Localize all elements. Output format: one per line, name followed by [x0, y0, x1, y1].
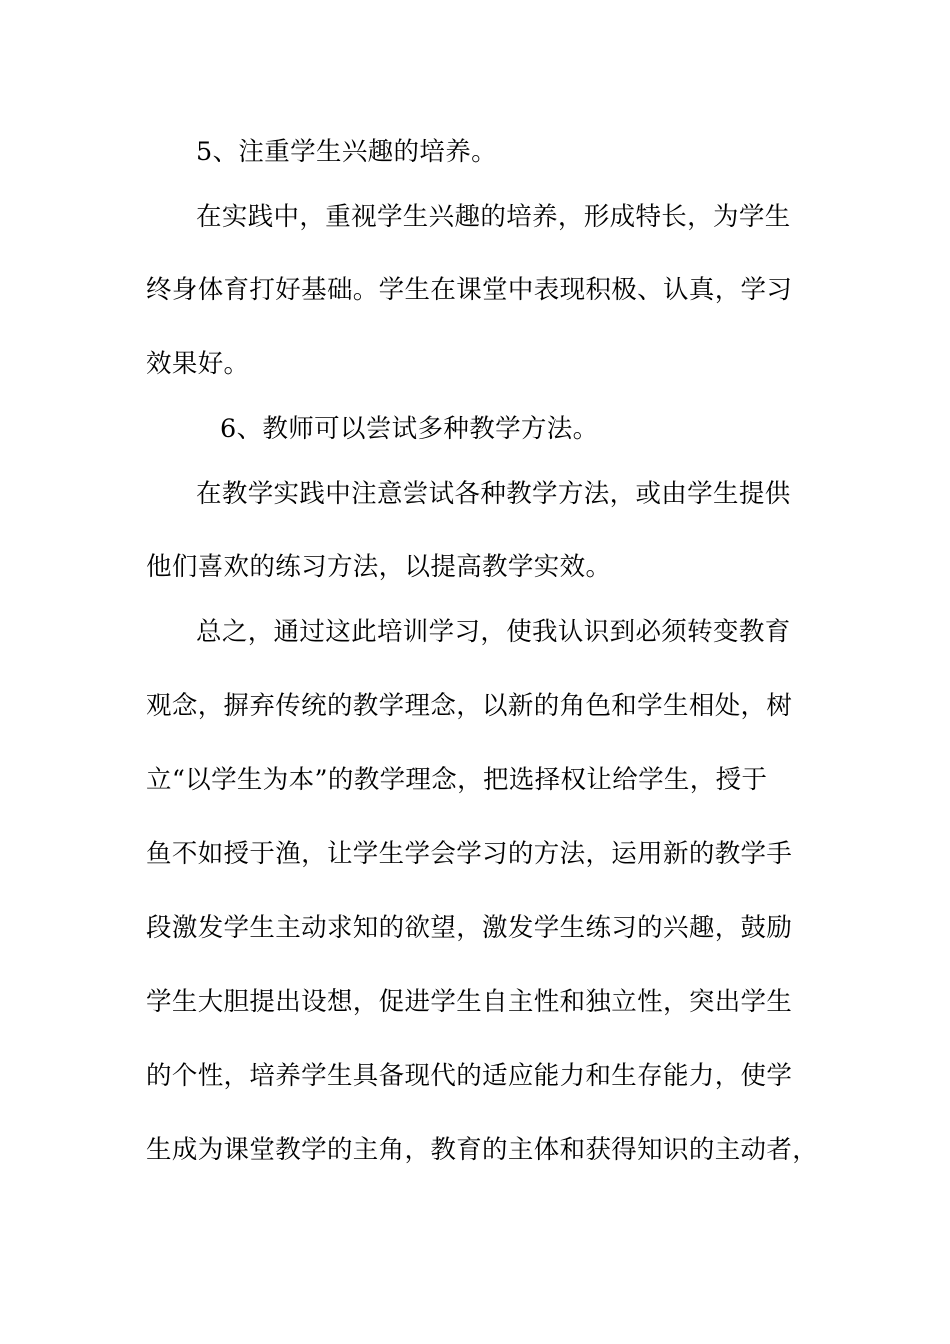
paragraph-line: 段激发学生主动求知的欲望，激发学生练习的兴趣，鼓励 — [146, 913, 793, 943]
heading-5: 5、注重学生兴趣的培养。 — [196, 137, 497, 167]
paragraph-line: 学生大胆提出设想，促进学生自主性和独立性，突出学生 — [146, 987, 793, 1017]
paragraph-line: 他们喜欢的练习方法，以提高教学实效。 — [146, 552, 612, 582]
paragraph-line: 立“以学生为本”的教学理念，把选择权让给学生，授于 — [146, 765, 768, 795]
paragraph-line: 效果好。 — [146, 349, 250, 379]
paragraph-line: 生成为课堂教学的主角，教育的主体和获得知识的主动者， — [146, 1135, 819, 1165]
paragraph-line: 观念，摒弃传统的教学理念，以新的角色和学生相处，树 — [146, 691, 793, 721]
heading-6: 6、教师可以尝试多种教学方法。 — [220, 414, 599, 444]
paragraph-line: 鱼不如授于渔，让学生学会学习的方法，运用新的教学手 — [146, 839, 793, 869]
paragraph-line: 总之，通过这此培训学习，使我认识到必须转变教育 — [196, 617, 791, 647]
paragraph-line: 在教学实践中注意尝试各种教学方法，或由学生提供 — [196, 479, 791, 509]
paragraph-line: 在实践中，重视学生兴趣的培养，形成特长，为学生 — [196, 202, 791, 232]
paragraph-line: 的个性，培养学生具备现代的适应能力和生存能力，使学 — [146, 1061, 793, 1091]
paragraph-line: 终身体育打好基础。学生在课堂中表现积极、认真，学习 — [146, 275, 793, 305]
